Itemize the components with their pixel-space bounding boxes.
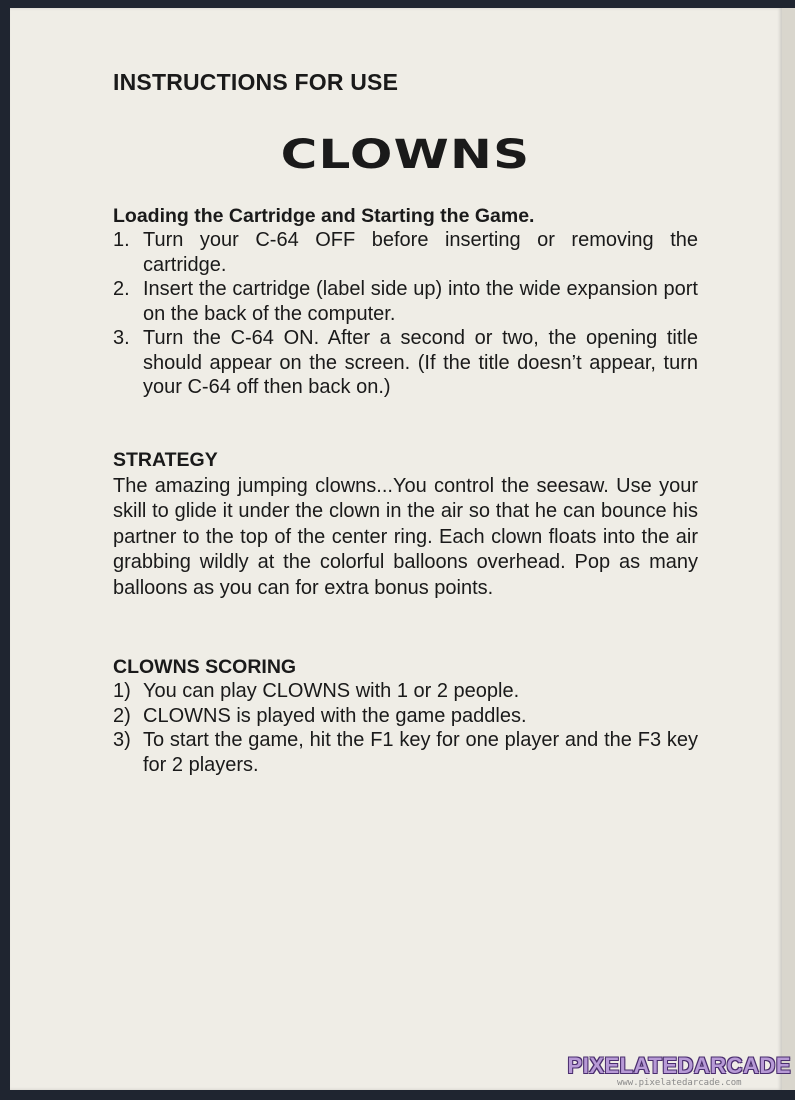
list-item — [113, 679, 698, 704]
list-item — [113, 326, 698, 400]
item-text: You can play CLOWNS with 1 or 2 people. — [143, 680, 520, 702]
step-number: 1. — [113, 229, 130, 251]
instructions-header: INSTRUCTIONS FOR USE — [113, 69, 399, 95]
watermark-logo: PIXELATEDARCADE — [567, 1053, 791, 1078]
scoring-heading: CLOWNS SCORING — [113, 656, 297, 678]
loading-steps — [113, 228, 698, 400]
list-item — [113, 728, 698, 777]
manual-content — [113, 68, 698, 777]
strategy-section — [113, 448, 698, 602]
game-title: CLOWNS — [280, 132, 531, 178]
strategy-heading: STRATEGY — [113, 448, 218, 471]
scoring-section — [113, 655, 698, 777]
step-number: 2. — [113, 278, 130, 300]
watermark-url: www.pixelatedarcade.com — [616, 1078, 742, 1088]
step-text: Insert the cartridge (label side up) into the wide expansion port on the back of the computer. — [143, 278, 698, 325]
item-text: CLOWNS is played with the game paddles. — [143, 704, 527, 727]
item-number: 2) — [113, 704, 131, 727]
strategy-text: The amazing jumping clowns...You control the seesaw. Use your skill to glide it under the clown in the air so that he can bounce his partner to the top of the center ring. Each clown floats into the air grabbing wildly at the colorful balloons overhead. Pop as many balloons as you can for extra bonus points. — [113, 474, 698, 599]
item-number: 1) — [113, 680, 131, 702]
item-number: 3) — [113, 729, 131, 751]
watermark — [568, 1054, 791, 1088]
list-item — [113, 228, 698, 277]
loading-section — [113, 204, 698, 400]
scoring-items — [113, 679, 698, 777]
step-text: Turn your C-64 OFF before inserting or removing the cartridge. — [143, 229, 698, 276]
list-item — [113, 277, 698, 326]
loading-heading: Loading the Cartridge and Starting the Game. — [113, 205, 535, 227]
step-text: Turn the C-64 ON. After a second or two, the opening title should appear on the screen. (If the title doesn’t appear, turn your C-64 off then back on.) — [143, 327, 698, 398]
list-item — [113, 704, 698, 729]
item-text: To start the game, hit the F1 key for one player and the F3 key for 2 players. — [143, 729, 698, 776]
page-edge — [782, 8, 795, 1090]
step-number: 3. — [113, 327, 130, 349]
